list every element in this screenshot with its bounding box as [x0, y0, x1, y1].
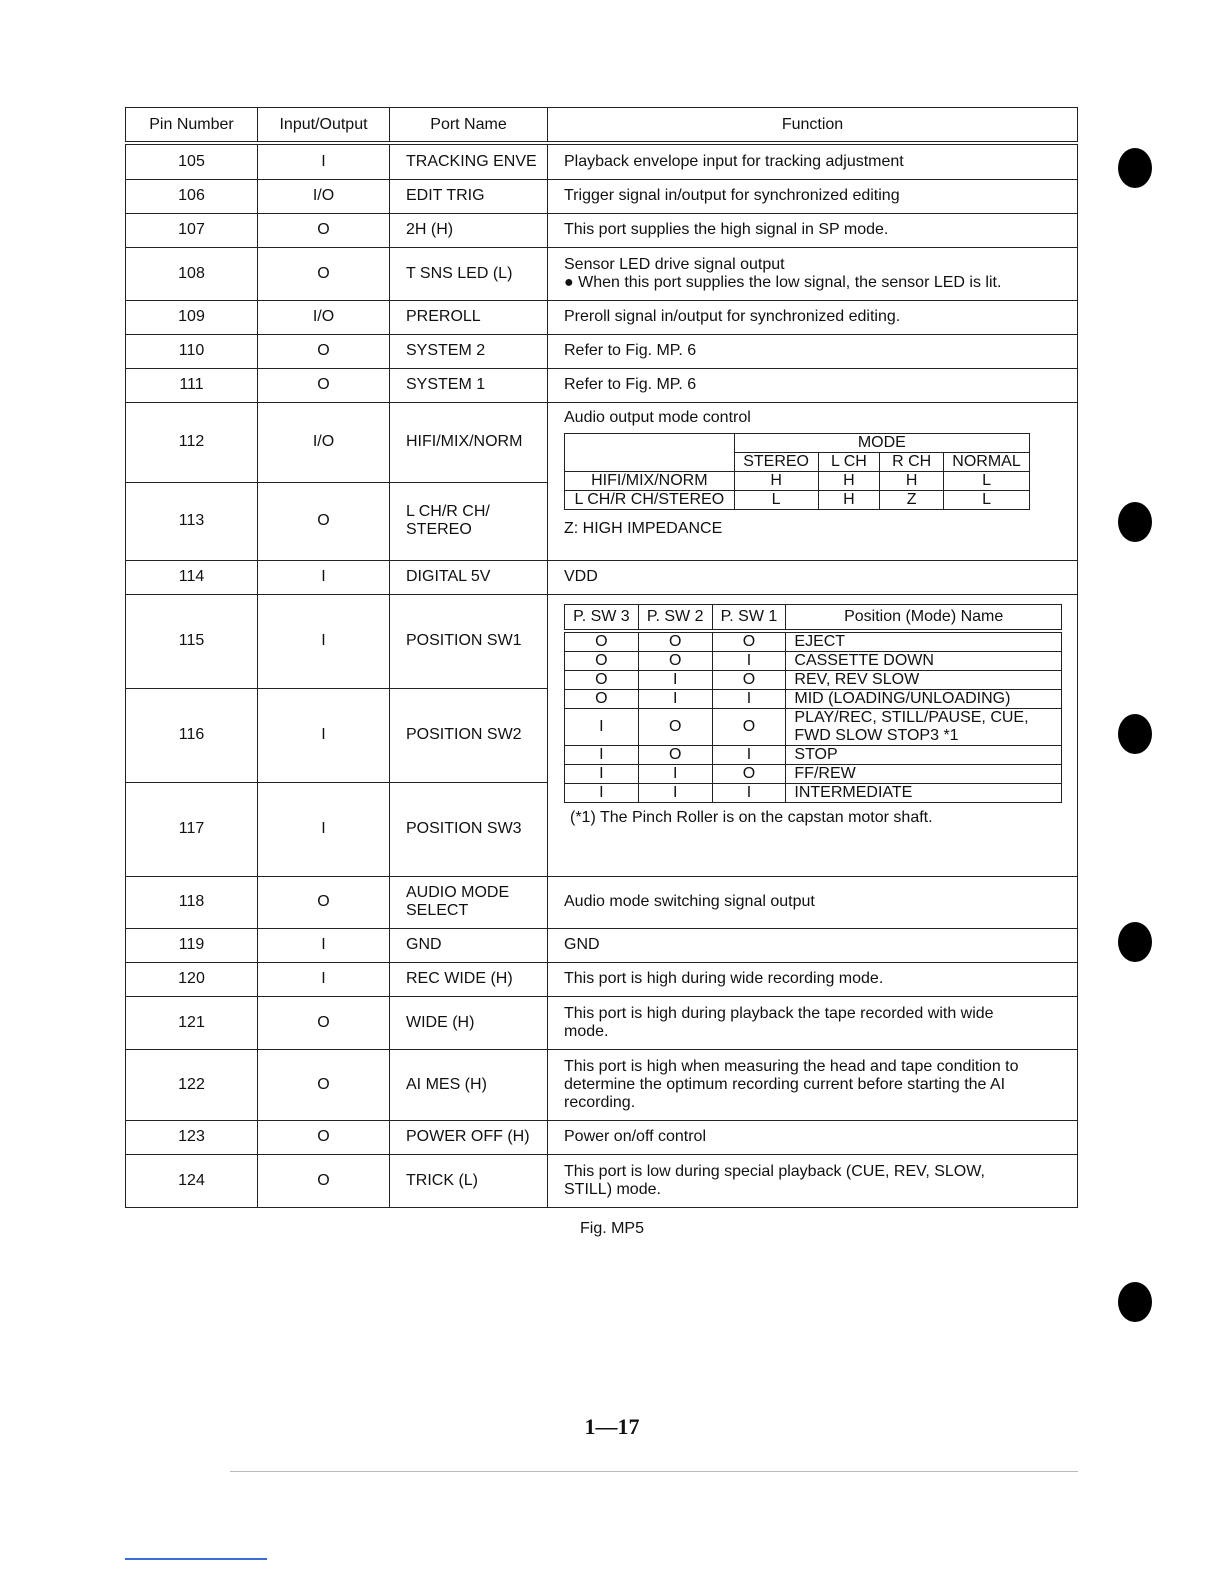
io-type: O	[258, 1120, 390, 1154]
function-text: GND	[548, 928, 1078, 962]
port-name: POSITION SW3	[390, 782, 548, 876]
switch-value: I	[638, 689, 712, 708]
switch-row	[565, 670, 1062, 689]
io-type: O	[258, 876, 390, 928]
table-row	[126, 560, 1078, 594]
io-type: I	[258, 560, 390, 594]
pin-number: 114	[126, 560, 258, 594]
binder-hole-mark	[1118, 1282, 1152, 1322]
mode-value: L	[944, 490, 1030, 509]
pin-number: 121	[126, 996, 258, 1049]
function-cell	[548, 1049, 1078, 1120]
port-name-line: SELECT	[406, 902, 469, 919]
binder-hole-mark	[1118, 922, 1152, 962]
pin-number: 107	[126, 213, 258, 247]
table-row	[126, 402, 1078, 482]
io-type: I/O	[258, 179, 390, 213]
switch-value: O	[712, 631, 786, 652]
switch-value: I	[565, 745, 639, 764]
switch-value: I	[712, 651, 786, 670]
function-line: ● When this port supplies the low signal, the sensor LED is lit.	[564, 273, 1002, 291]
pin-number: 113	[126, 482, 258, 560]
table-row	[126, 962, 1078, 996]
switch-value: O	[565, 651, 639, 670]
position-switch-table	[564, 604, 1062, 803]
position-name: REV, REV SLOW	[786, 670, 1062, 689]
switch-row	[565, 764, 1062, 783]
position-name: PLAY/REC, STILL/PAUSE, CUE,	[794, 708, 1029, 726]
io-type: I	[258, 594, 390, 688]
audio-mode-title: Audio output mode control	[564, 408, 751, 426]
port-name: HIFI/MIX/NORM	[390, 402, 548, 482]
function-text: Refer to Fig. MP. 6	[548, 334, 1078, 368]
binder-hole-mark	[1118, 502, 1152, 542]
position-name-line2: FWD SLOW STOP3 *1	[794, 726, 959, 744]
position-name: FF/REW	[786, 764, 1062, 783]
port-name: REC WIDE (H)	[390, 962, 548, 996]
io-type: O	[258, 213, 390, 247]
port-name: POWER OFF (H)	[390, 1120, 548, 1154]
binder-hole-mark	[1118, 148, 1152, 188]
audio-mode-table	[564, 433, 1030, 510]
switch-value: O	[712, 708, 786, 745]
io-type: O	[258, 482, 390, 560]
mode-column: L CH	[818, 452, 880, 471]
mode-columns-row	[565, 452, 1030, 471]
io-type: O	[258, 1049, 390, 1120]
function-text: Audio mode switching signal output	[548, 876, 1078, 928]
function-text: Playback envelope input for tracking adjustment	[548, 143, 1078, 179]
pin-number: 105	[126, 143, 258, 179]
mode-value: H	[818, 471, 880, 490]
switch-header: P. SW 2	[638, 604, 712, 631]
port-name-cell	[390, 876, 548, 928]
mode-value: H	[734, 471, 818, 490]
switch-row	[565, 783, 1062, 802]
mode-value: Z	[880, 490, 944, 509]
figure-caption: Fig. MP5	[579, 1220, 644, 1237]
function-line: STILL) mode.	[564, 1180, 661, 1198]
position-name: EJECT	[786, 631, 1062, 652]
switch-header-row	[565, 604, 1062, 631]
audio-mode-note: Z: HIGH IMPEDANCE	[564, 519, 723, 537]
footer-rule	[230, 1471, 1078, 1472]
audio-mode-cell	[548, 402, 1078, 560]
pin-number: 120	[126, 962, 258, 996]
mode-header-row	[565, 433, 1030, 452]
empty-cell	[565, 433, 735, 452]
binder-hole-mark	[1118, 714, 1152, 754]
port-name: TRICK (L)	[390, 1154, 548, 1207]
switch-row	[565, 745, 1062, 764]
mode-column: STEREO	[734, 452, 818, 471]
table-row	[126, 1120, 1078, 1154]
function-line: This port is high when measuring the head and tape condition to	[564, 1057, 1019, 1075]
table-row	[126, 1154, 1078, 1207]
io-type: I/O	[258, 402, 390, 482]
switch-value: I	[565, 783, 639, 802]
mode-column: NORMAL	[944, 452, 1030, 471]
mode-header: MODE	[734, 433, 1029, 452]
position-name: STOP	[786, 745, 1062, 764]
port-name: T SNS LED (L)	[390, 247, 548, 300]
function-cell	[548, 996, 1078, 1049]
function-cell	[548, 247, 1078, 300]
table-row	[126, 334, 1078, 368]
io-type: O	[258, 996, 390, 1049]
pin-number: 116	[126, 688, 258, 782]
table-row	[126, 247, 1078, 300]
function-line: This port is high during playback the tape recorded with wide	[564, 1004, 994, 1022]
mode-value: L	[944, 471, 1030, 490]
io-type: I/O	[258, 300, 390, 334]
mode-value: H	[818, 490, 880, 509]
function-text: Trigger signal in/output for synchronized editing	[548, 179, 1078, 213]
position-name: MID (LOADING/UNLOADING)	[786, 689, 1062, 708]
function-line: mode.	[564, 1022, 609, 1040]
pin-number: 117	[126, 782, 258, 876]
table-row	[126, 368, 1078, 402]
table-row	[126, 213, 1078, 247]
pin-number: 110	[126, 334, 258, 368]
io-type: I	[258, 143, 390, 179]
table-row	[126, 876, 1078, 928]
switch-value: I	[638, 783, 712, 802]
pin-number: 115	[126, 594, 258, 688]
page-number: 1—17	[584, 1414, 640, 1439]
switch-row	[565, 689, 1062, 708]
port-name: POSITION SW2	[390, 688, 548, 782]
table-row	[126, 996, 1078, 1049]
port-name-line: AUDIO MODE	[406, 884, 510, 901]
function-line: This port is low during special playback (CUE, REV, SLOW,	[564, 1162, 985, 1180]
pin-number: 118	[126, 876, 258, 928]
function-cell	[548, 1154, 1078, 1207]
switch-header: P. SW 1	[712, 604, 786, 631]
port-name: EDIT TRIG	[390, 179, 548, 213]
function-text: Preroll signal in/output for synchronized editing.	[548, 300, 1078, 334]
port-name: AI MES (H)	[390, 1049, 548, 1120]
header-pin-number: Pin Number	[126, 108, 258, 144]
io-type: O	[258, 1154, 390, 1207]
pin-number: 106	[126, 179, 258, 213]
position-name: INTERMEDIATE	[786, 783, 1062, 802]
switch-value: I	[712, 783, 786, 802]
switch-value: O	[638, 631, 712, 652]
switch-row	[565, 708, 1062, 745]
mode-row-label: HIFI/MIX/NORM	[565, 471, 735, 490]
port-name: POSITION SW1	[390, 594, 548, 688]
mode-row	[565, 490, 1030, 509]
switch-value: I	[712, 745, 786, 764]
switch-header: Position (Mode) Name	[786, 604, 1062, 631]
function-line: recording.	[564, 1093, 636, 1111]
switch-value: O	[565, 631, 639, 652]
pin-number: 124	[126, 1154, 258, 1207]
switch-value: I	[565, 708, 639, 745]
switch-value: I	[712, 689, 786, 708]
port-name: DIGITAL 5V	[390, 560, 548, 594]
pin-function-table	[125, 107, 1078, 1208]
switch-row	[565, 631, 1062, 652]
port-name: WIDE (H)	[390, 996, 548, 1049]
port-name-cell	[390, 482, 548, 560]
table-row	[126, 1049, 1078, 1120]
io-type: O	[258, 368, 390, 402]
port-name: 2H (H)	[390, 213, 548, 247]
mode-column: R CH	[880, 452, 944, 471]
io-type: O	[258, 334, 390, 368]
switch-value: O	[638, 651, 712, 670]
function-text: This port supplies the high signal in SP mode.	[548, 213, 1078, 247]
port-name-line: L CH/R CH/	[406, 503, 490, 520]
switch-value: O	[565, 689, 639, 708]
header-input-output: Input/Output	[258, 108, 390, 144]
port-name: GND	[390, 928, 548, 962]
io-type: I	[258, 962, 390, 996]
pin-number: 123	[126, 1120, 258, 1154]
function-text: Refer to Fig. MP. 6	[548, 368, 1078, 402]
mode-value: H	[880, 471, 944, 490]
pin-number: 112	[126, 402, 258, 482]
table-row	[126, 300, 1078, 334]
empty-cell	[565, 452, 735, 471]
switch-value: O	[638, 708, 712, 745]
switch-row	[565, 651, 1062, 670]
io-type: I	[258, 928, 390, 962]
port-name: SYSTEM 2	[390, 334, 548, 368]
position-name: CASSETTE DOWN	[786, 651, 1062, 670]
switch-value: O	[565, 670, 639, 689]
io-type: I	[258, 688, 390, 782]
function-text: Power on/off control	[548, 1120, 1078, 1154]
port-name: TRACKING ENVE	[390, 143, 548, 179]
switch-value: I	[565, 764, 639, 783]
table-row	[126, 143, 1078, 179]
pin-number: 119	[126, 928, 258, 962]
pinch-roller-note: (*1) The Pinch Roller is on the capstan motor shaft.	[570, 808, 933, 826]
pin-number: 108	[126, 247, 258, 300]
mode-row-label: L CH/R CH/STEREO	[565, 490, 735, 509]
position-name-cell	[786, 708, 1062, 745]
port-name: SYSTEM 1	[390, 368, 548, 402]
header-port-name: Port Name	[390, 108, 548, 144]
switch-header: P. SW 3	[565, 604, 639, 631]
io-type: I	[258, 782, 390, 876]
switch-value: I	[638, 670, 712, 689]
io-type: O	[258, 247, 390, 300]
switch-value: O	[712, 764, 786, 783]
table-header-row	[126, 108, 1078, 144]
mode-value: L	[734, 490, 818, 509]
function-text: This port is high during wide recording mode.	[548, 962, 1078, 996]
switch-value: O	[638, 745, 712, 764]
table-row	[126, 179, 1078, 213]
switch-value: O	[712, 670, 786, 689]
pin-number: 122	[126, 1049, 258, 1120]
function-line: Sensor LED drive signal output	[564, 255, 785, 273]
position-switch-cell	[548, 594, 1078, 876]
blue-rule	[125, 1558, 267, 1560]
pin-number: 109	[126, 300, 258, 334]
pin-number: 111	[126, 368, 258, 402]
port-name: PREROLL	[390, 300, 548, 334]
port-name-line: STEREO	[406, 521, 472, 538]
switch-value: I	[638, 764, 712, 783]
table-row	[126, 594, 1078, 688]
header-function: Function	[548, 108, 1078, 144]
function-line: determine the optimum recording current before starting the AI	[564, 1075, 1006, 1093]
table-row	[126, 928, 1078, 962]
function-text: VDD	[548, 560, 1078, 594]
mode-row	[565, 471, 1030, 490]
